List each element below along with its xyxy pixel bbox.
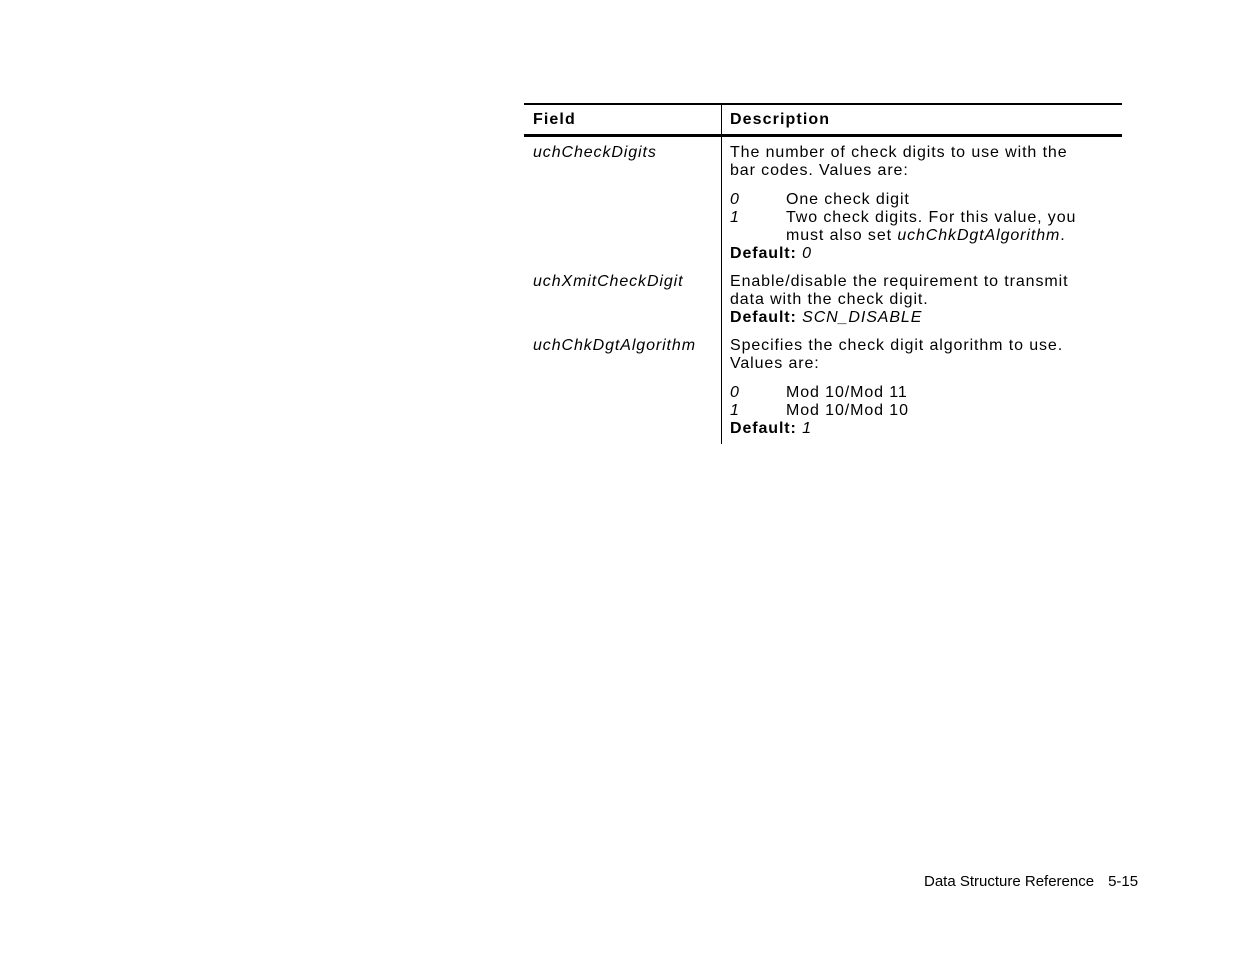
description-text bbox=[730, 144, 1118, 180]
table-row bbox=[524, 263, 1122, 327]
value-key: 0 bbox=[730, 384, 740, 401]
value-text-part: must also set bbox=[786, 227, 898, 244]
field-description bbox=[722, 137, 1122, 263]
default-value: 1 bbox=[802, 420, 812, 437]
value-key: 0 bbox=[730, 191, 740, 208]
field-description bbox=[722, 327, 1122, 444]
page-footer bbox=[924, 873, 1138, 890]
value-text: Mod 10/Mod 10 bbox=[786, 402, 909, 419]
values-list bbox=[730, 384, 1118, 420]
description-text bbox=[730, 337, 1118, 373]
default-label: Default: bbox=[730, 245, 797, 262]
field-name: uchXmitCheckDigit bbox=[524, 263, 722, 327]
value-text: Mod 10/Mod 11 bbox=[786, 384, 908, 401]
value-item bbox=[730, 384, 1118, 402]
value-key: 1 bbox=[730, 209, 740, 226]
description-line: Enable/disable the requirement to transmit bbox=[730, 273, 1069, 290]
description-text bbox=[730, 273, 1118, 309]
field-description bbox=[722, 263, 1122, 327]
header-field: Field bbox=[524, 105, 722, 134]
table-header bbox=[524, 105, 1122, 137]
description-line: Specifies the check digit algorithm to use. bbox=[730, 337, 1064, 354]
default-label: Default: bbox=[730, 420, 797, 437]
value-text: One check digit bbox=[786, 191, 910, 208]
field-reference: uchChkDgtAlgorithm bbox=[897, 227, 1061, 244]
value-item bbox=[730, 191, 1118, 209]
value-item bbox=[730, 209, 1118, 245]
table-row bbox=[524, 327, 1122, 444]
footer-section-title: Data Structure Reference bbox=[924, 873, 1095, 890]
field-name: uchChkDgtAlgorithm bbox=[524, 327, 722, 444]
value-text-line: Two check digits. For this value, you bbox=[786, 209, 1077, 226]
description-line: Values are: bbox=[730, 355, 820, 372]
default-line bbox=[730, 420, 1118, 438]
value-item bbox=[730, 402, 1118, 420]
value-text-line bbox=[786, 227, 1118, 245]
field-name: uchCheckDigits bbox=[524, 137, 722, 263]
default-value: SCN_DISABLE bbox=[802, 309, 923, 326]
values-list bbox=[730, 191, 1118, 245]
field-description-table bbox=[524, 103, 1122, 444]
default-line bbox=[730, 309, 1118, 327]
value-text-part: . bbox=[1060, 227, 1066, 244]
description-line: bar codes. Values are: bbox=[730, 162, 909, 179]
page-number: 5-15 bbox=[1108, 873, 1139, 890]
default-line bbox=[730, 245, 1118, 263]
default-value: 0 bbox=[802, 245, 812, 262]
value-text bbox=[786, 209, 1118, 245]
description-line: The number of check digits to use with the bbox=[730, 144, 1068, 161]
default-label: Default: bbox=[730, 309, 797, 326]
header-description: Description bbox=[730, 111, 831, 128]
description-line: data with the check digit. bbox=[730, 291, 929, 308]
value-key: 1 bbox=[730, 402, 740, 419]
table-row bbox=[524, 137, 1122, 263]
